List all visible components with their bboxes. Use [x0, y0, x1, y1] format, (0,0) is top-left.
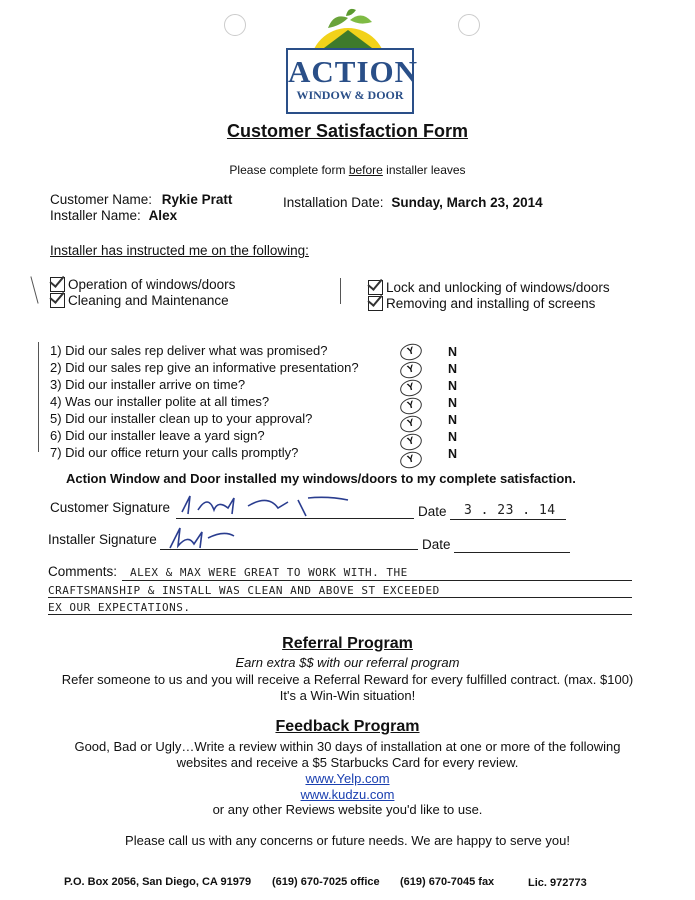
brand-logo: [286, 48, 419, 114]
yelp-link[interactable]: www.Yelp.com: [305, 771, 390, 786]
checklist-item-locking[interactable]: [368, 280, 610, 295]
comments-label: Comments:: [48, 564, 118, 579]
yes-circled-mark[interactable]: Y: [398, 413, 423, 434]
customer-name-label: Customer Name:: [50, 192, 153, 207]
yes-circled-mark[interactable]: Y: [398, 377, 423, 398]
question-row: 2) Did our sales rep give an informative presentation?: [50, 360, 359, 375]
installer-signature-scribble: [164, 524, 244, 552]
footer-office-phone: (619) 670-7025 office: [272, 876, 380, 888]
footer-license: Lic. 972773: [528, 877, 587, 889]
yes-circled-mark[interactable]: Y: [398, 431, 423, 452]
installation-date-label: Installation Date:: [283, 195, 384, 210]
checkbox-checked-icon[interactable]: [368, 296, 383, 311]
installer-signature-label: Installer Signature: [48, 532, 157, 547]
checkbox-checked-icon[interactable]: [50, 293, 65, 308]
installation-date-value: Sunday, March 23, 2014: [391, 195, 543, 210]
installer-date-label: Date: [422, 537, 451, 552]
referral-line-2: It's a Win-Win situation!: [279, 688, 416, 703]
feedback-title: Feedback Program: [275, 718, 420, 735]
satisfaction-statement: Action Window and Door installed my windows/doors to my complete satisfaction.: [66, 471, 576, 486]
no-option[interactable]: N: [448, 396, 458, 410]
no-option[interactable]: N: [448, 447, 458, 461]
installer-name-value: Alex: [148, 208, 178, 223]
comments-line-1[interactable]: [122, 580, 632, 581]
questions-list: [50, 342, 359, 461]
instruction-emphasis: before: [348, 163, 383, 177]
comments-text-line-2: CRAFTSMANSHIP & INSTALL WAS CLEAN AND ABOVE ST EXCEEDED: [48, 584, 440, 597]
question-row: 7) Did our office return your calls promptly?: [50, 445, 299, 460]
footer-address: P.O. Box 2056, San Diego, CA 91979: [64, 876, 252, 888]
no-option[interactable]: N: [448, 345, 458, 359]
form-title: Customer Satisfaction Form: [226, 121, 469, 141]
installer-name-row: [50, 208, 177, 223]
question-row: 4) Was our installer polite at all times?: [50, 394, 270, 409]
customer-date-label: Date: [418, 504, 447, 519]
instruction-post: installer leaves: [382, 163, 466, 177]
installer-name-label: Installer Name:: [50, 208, 141, 223]
yes-column: [400, 342, 422, 468]
comments-line-3[interactable]: [48, 614, 632, 615]
yes-circled-mark[interactable]: Y: [398, 341, 423, 362]
yes-circled-mark[interactable]: Y: [398, 359, 423, 380]
feedback-line-2: websites and receive a $5 Starbucks Card for every review.: [176, 755, 519, 770]
brand-name: ACTION: [288, 54, 419, 89]
customer-name-value: Rykie Pratt: [161, 192, 233, 207]
margin-mark-mid: [340, 278, 341, 304]
instructed-heading: Installer has instructed me on the following:: [50, 243, 309, 258]
customer-signature-label: Customer Signature: [50, 500, 171, 515]
no-option[interactable]: N: [448, 430, 458, 444]
feedback-line-1: Good, Bad or Ugly…Write a review within 30 days of installation at one or more of the following: [74, 739, 621, 754]
no-option[interactable]: N: [448, 413, 458, 427]
customer-name-row: [50, 192, 232, 207]
no-option[interactable]: N: [448, 362, 458, 376]
referral-line-1: Refer someone to us and you will receive a Referral Reward for every fulfilled contract. (max. $100): [61, 672, 634, 687]
checklist-label: Removing and installing of screens: [386, 296, 596, 311]
referral-title: Referral Program: [282, 635, 413, 652]
instruction-pre: Please complete form: [229, 163, 349, 177]
no-option[interactable]: N: [448, 379, 458, 393]
yes-circled-mark[interactable]: Y: [398, 449, 423, 470]
customer-signature-scribble: [178, 492, 378, 520]
kudzu-link[interactable]: www.kudzu.com: [300, 787, 395, 802]
checklist-label: Operation of windows/doors: [68, 277, 236, 292]
checklist-item-operation[interactable]: [50, 277, 235, 292]
question-row: 6) Did our installer leave a yard sign?: [50, 428, 265, 443]
margin-mark-questions: [38, 342, 39, 452]
checklist-label: Lock and unlocking of windows/doors: [386, 280, 610, 295]
checklist-item-cleaning[interactable]: [50, 293, 229, 308]
punch-hole-left: [224, 14, 246, 36]
installer-date-line[interactable]: [454, 552, 570, 553]
margin-mark-left: [30, 276, 38, 303]
checklist-item-screens[interactable]: [368, 296, 595, 311]
customer-date-line[interactable]: [450, 519, 566, 520]
question-row: 1) Did our sales rep deliver what was promised?: [50, 343, 328, 358]
brand-subtitle: WINDOW & DOOR: [296, 88, 404, 102]
punch-hole-right: [458, 14, 480, 36]
comments-text-line-3: EX OUR EXPECTATIONS.: [48, 601, 191, 614]
checklist-label: Cleaning and Maintenance: [68, 293, 229, 308]
customer-date-value: 3 . 23 . 14: [464, 503, 556, 518]
form-instruction: [0, 163, 695, 177]
feedback-line-3: or any other Reviews website you'd like to use.: [212, 802, 483, 817]
referral-subtitle: Earn extra $$ with our referral program: [235, 655, 460, 670]
footer-fax: (619) 670-7045 fax: [400, 876, 495, 888]
no-column: [448, 344, 457, 463]
installation-date-row: [283, 195, 543, 210]
closing-message: Please call us with any concerns or future needs. We are happy to serve you!: [125, 833, 570, 848]
comments-line-2[interactable]: [48, 597, 632, 598]
question-row: 3) Did our installer arrive on time?: [50, 377, 246, 392]
yes-circled-mark[interactable]: Y: [398, 395, 423, 416]
question-row: 5) Did our installer clean up to your approval?: [50, 411, 313, 426]
comments-text-line-1: ALEX & MAX WERE GREAT TO WORK WITH. THE: [130, 566, 408, 579]
